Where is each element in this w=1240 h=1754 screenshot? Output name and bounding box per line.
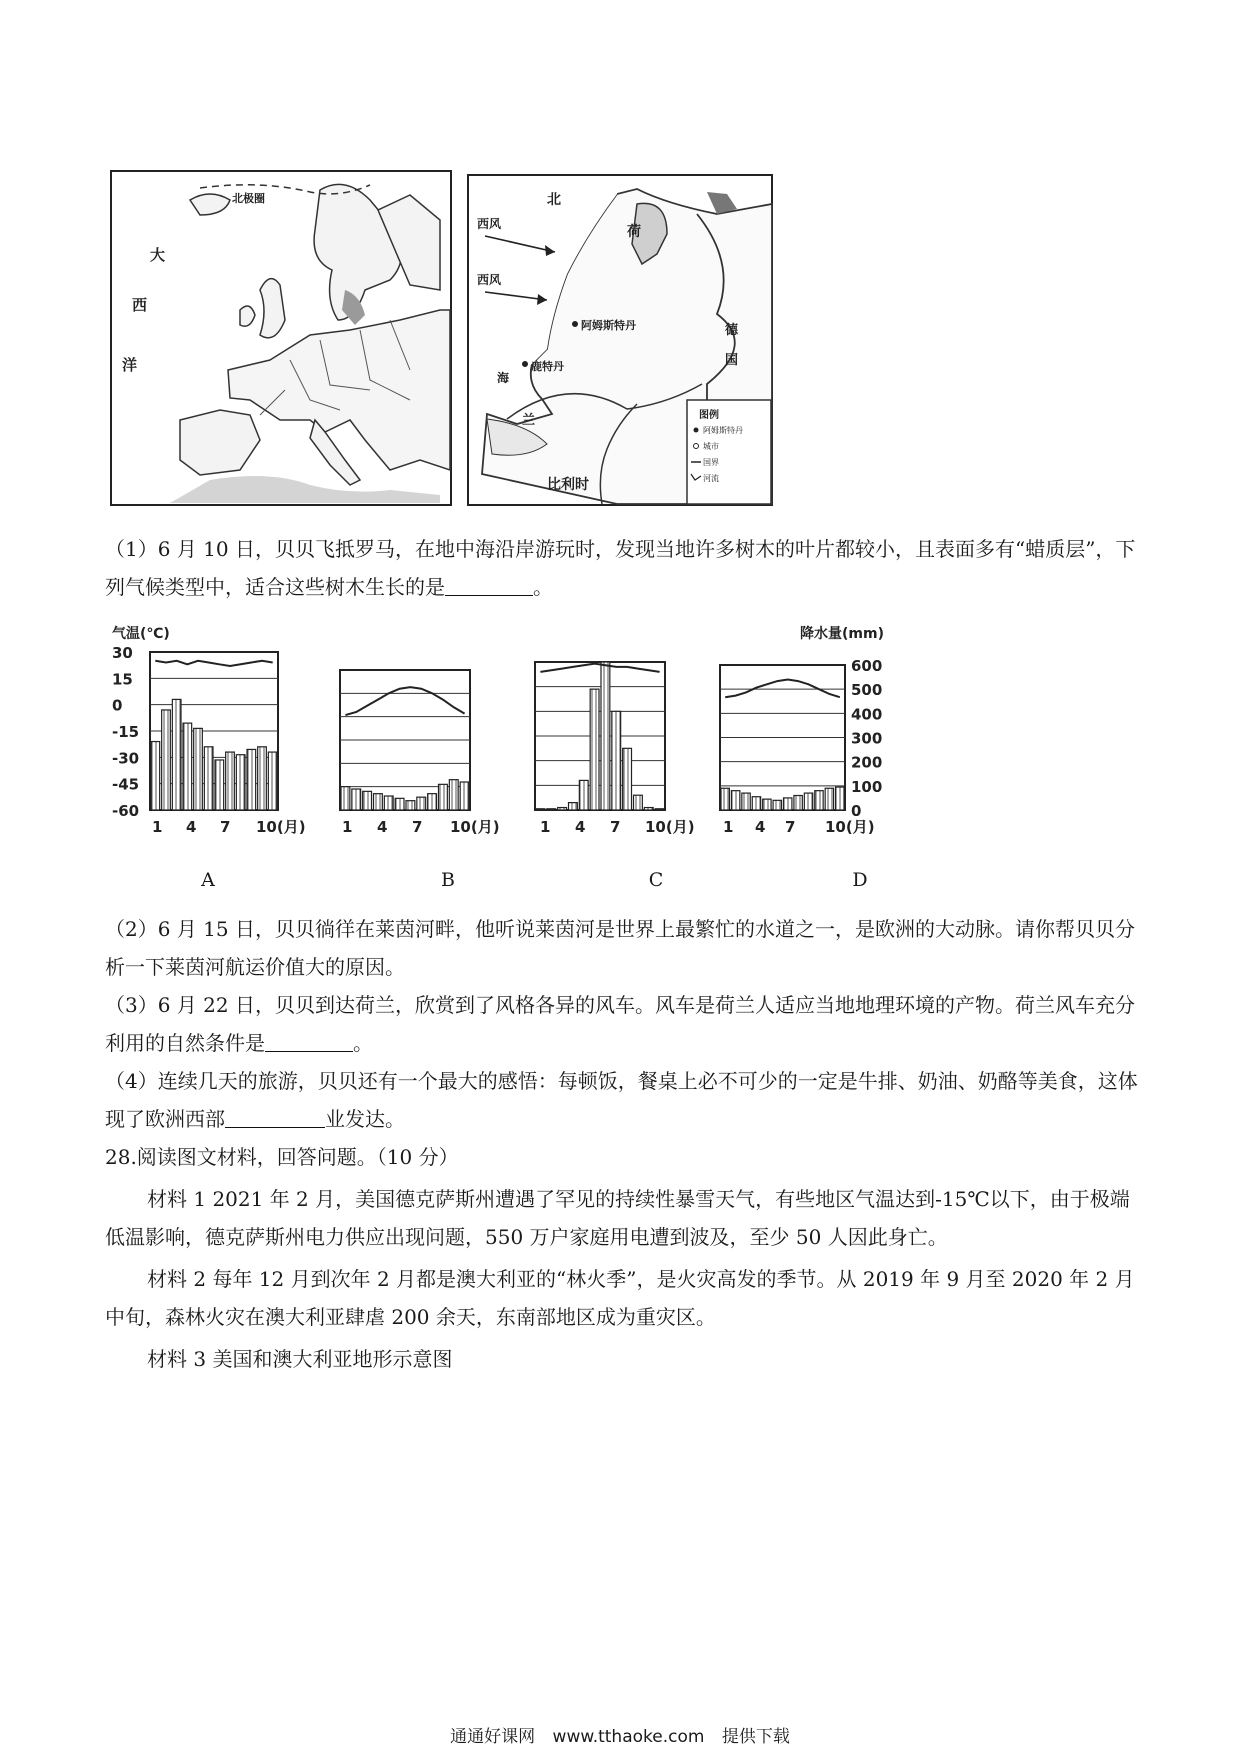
x-tick-label: 4 (186, 818, 197, 836)
material-1: 材料 1 2021 年 2 月，美国德克萨斯州遭遇了罕见的持续性暴雪天气，有些地区气温达到-15℃以下，由于极端低温影响，德克萨斯州电力供应出现问题，550 万户家庭用电遭到波及，至少 50 人因此身亡。 (105, 1187, 1130, 1249)
precip-bar (341, 787, 350, 810)
climate-label-b: B (441, 869, 455, 891)
precip-bar (763, 799, 771, 810)
precip-bar (579, 780, 588, 810)
rotterdam-label: 鹿特丹 (531, 360, 564, 373)
y-tick-label: 500 (851, 681, 883, 700)
precip-bar (590, 689, 599, 810)
precip-bar (258, 747, 267, 810)
material-2: 材料 2 每年 12 月到次年 2 月都是澳大利亚的“林火季”，是火灾高发的季节。从 2019 年 9 月至 2020 年 2 月中旬，森林火灾在澳大利亚肆虐 200 余天，东南部地区成为重灾区。 (105, 1267, 1135, 1329)
legend-item-river: 河流 (703, 474, 719, 483)
precip-bar (836, 787, 844, 810)
precip-bar (655, 809, 664, 810)
x-tick-label: 7 (785, 818, 796, 836)
x-tick-label: 1 (723, 818, 734, 836)
north-label: 北 (547, 192, 561, 208)
y-tick-label: -30 (112, 749, 140, 768)
precip-bar (784, 798, 792, 810)
precip-bar (449, 780, 458, 810)
question-28-title: 28.阅读图文材料，回答问题。（10 分） (105, 1145, 459, 1169)
footer-site-name: 通通好课网 (450, 1727, 536, 1747)
precip-bar (547, 809, 556, 810)
precip-bar (731, 791, 739, 810)
europe-map (110, 170, 452, 506)
precip-bar (752, 797, 760, 810)
y-tick-label: 30 (112, 644, 133, 662)
precip-bar (569, 803, 578, 810)
precip-bar (268, 752, 277, 810)
atlantic-label-1: 大 (150, 246, 166, 264)
precip-bar (721, 788, 729, 810)
germany-label-2: 国 (725, 353, 739, 368)
climate-label-a: A (201, 869, 215, 891)
x-tick-label: 4 (575, 818, 586, 836)
precip-bar (644, 808, 653, 810)
germany-label-1: 德 (725, 323, 739, 338)
answer-blank-1[interactable] (445, 575, 533, 596)
precip-bar (794, 796, 802, 811)
x-tick-label: 1 (342, 818, 353, 836)
arctic-circle-label: 北极圈 (232, 192, 265, 205)
question-4: （4）连续几天的旅游，贝贝还有一个最大的感悟：每顿饭，餐桌上必不可少的一定是牛排、奶油、奶酪等美食，这体现了欧洲西部 业发达。 (105, 1069, 1138, 1131)
precip-bar (363, 791, 372, 810)
climate-label-c: C (648, 869, 664, 891)
west-wind-label-1: 西风 (477, 217, 502, 231)
x-tick-label: 10(月) (256, 818, 306, 836)
precip-bar (623, 748, 632, 810)
precip-bar (439, 784, 448, 810)
netherlands-label-2: 兰 (522, 413, 536, 428)
x-tick-label: 4 (755, 818, 766, 836)
y-tick-label: 400 (851, 705, 883, 724)
precip-bar (247, 749, 256, 810)
precip-bar (825, 788, 833, 810)
y-tick-label: 300 (851, 729, 883, 748)
y-tick-label: -15 (112, 723, 140, 741)
x-tick-label: 10(月) (645, 818, 695, 836)
climate-charts (110, 620, 1010, 860)
precip-bar (352, 789, 361, 810)
answer-blank-3[interactable] (265, 1031, 353, 1052)
climate-label-d: D (852, 869, 868, 891)
precip-bar (634, 795, 643, 810)
legend-item-border: 国界 (703, 458, 719, 467)
question-1-text: （1）6 月 10 日，贝贝飞抵罗马，在地中海沿岸游玩时，发现当地许多树木的叶片都较小，且表面多有“蜡质层”，下列气候类型中，适合这些树木生长的是 (105, 537, 1136, 599)
y-tick-label: -45 (112, 775, 140, 794)
precip-bar (536, 809, 545, 810)
precip-bar (395, 798, 404, 810)
precip-bar (384, 796, 393, 810)
atlantic-label-3: 洋 (122, 356, 138, 374)
x-tick-label: 1 (152, 818, 163, 836)
question-3: （3）6 月 22 日，贝贝到达荷兰，欣赏到了风格各异的风车。风车是荷兰人适应当地地理环境的产物。荷兰风车充分利用的自然条件是 。 (105, 993, 1135, 1055)
legend-item-city: 城市 (703, 442, 719, 451)
precip-bar (804, 793, 812, 810)
precip-bar (151, 742, 160, 810)
question-1: （1）6 月 10 日，贝贝飞抵罗马，在地中海沿岸游玩时，发现当地许多树木的叶片都较小，且表面多有“蜡质层”，下列气候类型中，适合这些树木生长的是 。 (105, 537, 1136, 599)
y-tick-label: 15 (112, 670, 133, 689)
precip-bar (815, 791, 823, 810)
x-tick-label: 7 (220, 818, 231, 836)
precip-bar (172, 699, 181, 810)
precip-bar (236, 755, 245, 810)
precip-bar (773, 800, 781, 810)
y-axis-label: 气温(℃) (112, 626, 170, 642)
precip-bar (612, 711, 621, 810)
footer-url[interactable]: www.tthaoke.com (552, 1727, 705, 1747)
netherlands-map (467, 174, 773, 506)
x-tick-label: 1 (540, 818, 551, 836)
material-3: 材料 3 美国和澳大利亚地形示意图 (147, 1347, 453, 1371)
y-tick-label: 0 (112, 696, 123, 715)
atlantic-label-2: 西 (132, 296, 148, 314)
precip-bar (226, 752, 235, 810)
precip-bar (460, 782, 469, 810)
belgium-label: 比利时 (547, 477, 589, 493)
x-tick-label: 10(月) (825, 818, 875, 836)
precip-bar (183, 723, 192, 810)
y-tick-label: -60 (112, 802, 140, 820)
y-tick-label: 600 (851, 657, 883, 675)
precip-bar (194, 728, 203, 810)
y-tick-label: 200 (851, 753, 883, 772)
legend-title: 图例 (699, 410, 719, 421)
x-tick-label: 7 (610, 818, 621, 836)
y-tick-label: 100 (851, 777, 883, 796)
x-tick-label: 4 (377, 818, 388, 836)
west-wind-label-2: 西风 (477, 273, 502, 287)
amsterdam-label: 阿姆斯特丹 (581, 319, 636, 332)
precip-bar (162, 710, 171, 810)
page-footer (0, 1722, 1240, 1747)
footer-note: 提供下载 (721, 1727, 790, 1747)
netherlands-label-1: 荷 (627, 224, 641, 240)
precip-bar (558, 808, 567, 810)
precip-bar (215, 760, 224, 810)
precip-bar (428, 794, 437, 810)
precip-bar (742, 793, 750, 810)
answer-blank-4[interactable] (225, 1107, 325, 1128)
legend-item-capital: 阿姆斯特丹 (703, 426, 743, 435)
precip-bar (601, 662, 610, 810)
question-2: （2）6 月 15 日，贝贝徜徉在莱茵河畔，他听说莱茵河是世界上最繁忙的水道之一，是欧洲的大动脉。请你帮贝贝分析一下莱茵河航运价值大的原因。 (105, 917, 1135, 979)
x-tick-label: 10(月) (450, 818, 500, 836)
precip-bar (204, 747, 213, 810)
sea-label: 海 (497, 371, 510, 385)
precip-bar (417, 797, 426, 810)
y-tick-label: 0 (851, 802, 862, 820)
precip-bar (374, 794, 383, 810)
x-tick-label: 7 (412, 818, 423, 836)
precip-bar (406, 801, 415, 810)
y-axis-label: 降水量(mm) (800, 626, 884, 642)
